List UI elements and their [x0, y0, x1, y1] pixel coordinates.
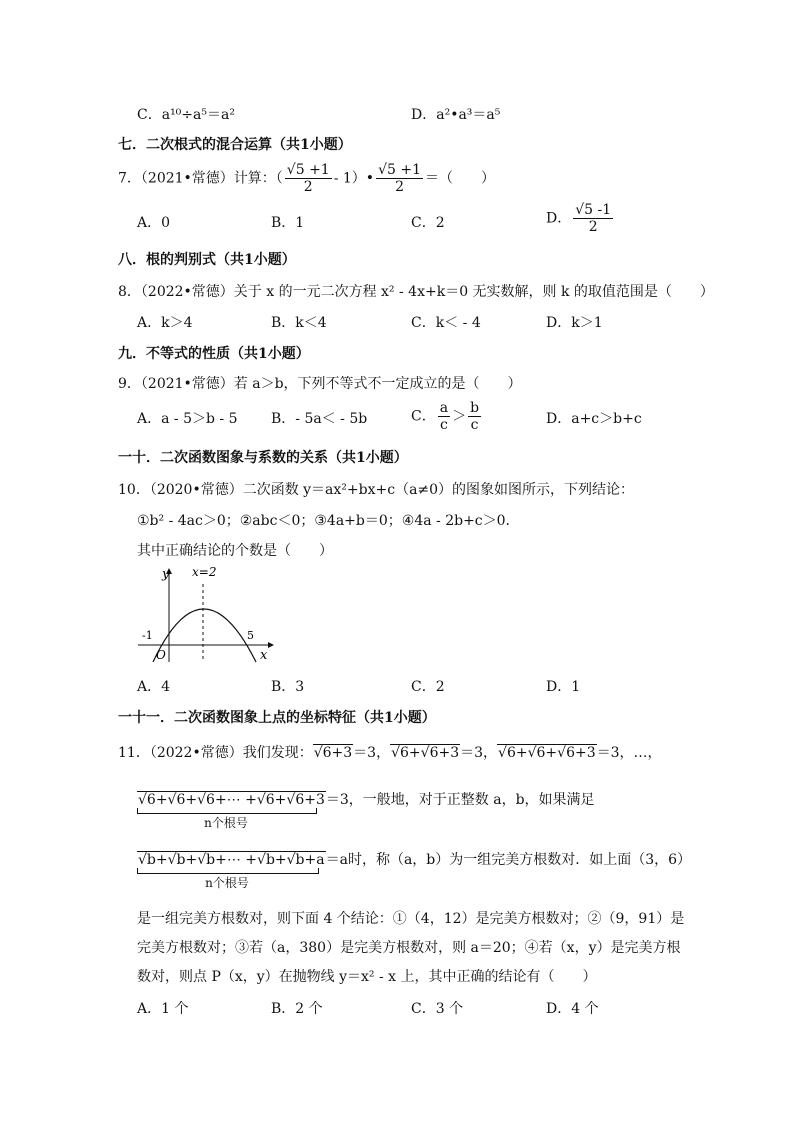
section-title-11: 一十一．二次函数图象上点的坐标特征（共1小题）	[118, 710, 436, 726]
q10-option-d: D．1	[546, 679, 581, 695]
q9-option-a: A．a - 5＞b - 5	[137, 411, 238, 427]
question-10-stem: 10．（2020•常德）二次函数 y＝ax²+bx+c（a≠0）的图象如图所示，下列结论：	[118, 482, 635, 498]
question-11-line6: 数对，则点 P（x，y）在抛物线 y＝x² - x 上，其中正确的结论有（ ）	[137, 969, 597, 985]
q11-line3-tail: ＝a时，称（a，b）为一组完美方根数对．如上面（3，6）	[325, 852, 692, 868]
x-axis-label: x	[260, 648, 268, 663]
q9-option-c	[411, 400, 483, 433]
radical-2: √6+√6+3	[391, 745, 460, 761]
parabola-graph	[134, 562, 284, 666]
q6-option-c	[137, 104, 235, 124]
q10-option-c: C．2	[411, 679, 445, 695]
radical-3: √6+√6+√6+3	[498, 745, 596, 761]
question-11-line1	[118, 742, 662, 762]
question-8-stem: 8．（2022•常德）关于 x 的一元二次方程 x² - 4x+k＝0 无实数解，则 k 的取值范围是（ ）	[118, 284, 714, 300]
question-7-stem	[118, 162, 495, 195]
q8-option-b: B．k＜4	[271, 315, 327, 331]
option-expression: a²•a³＝a⁵	[436, 107, 501, 123]
q7-prefix: 7．（2021•常德）计算：（	[118, 170, 283, 187]
option-label: D．	[411, 107, 437, 123]
q11-option-c: C．3 个	[411, 1001, 464, 1017]
option-label: C．	[137, 107, 162, 123]
nested-radical-b: √b+√b+√b+⋯ +√b+√b+a	[138, 852, 325, 868]
question-11-line3	[137, 849, 691, 869]
q10-option-a: A．4	[137, 679, 171, 695]
question-11-line5: 完美方根数对；③若（a，380）是完美方根数对，则 a＝20；④若（x，y）是完美方根	[137, 940, 681, 956]
section-title-9: 九．不等式的性质（共1小题）	[118, 346, 310, 362]
question-10-ask: 其中正确结论的个数是（ ）	[137, 543, 333, 559]
q8-option-d: D．k＞1	[546, 315, 603, 331]
q11-prefix: 11．（2022•常德）我们发现：	[118, 745, 313, 761]
section-title-10: 一十．二次函数图象与系数的关系（共1小题）	[118, 450, 408, 466]
underbrace-label-1: n个根号	[204, 816, 248, 830]
q6-option-d	[411, 104, 500, 124]
question-11-line4: 是一组完美方根数对，则下面 4 个结论：①（4，12）是完美方根数对；②（9，91）是	[137, 911, 685, 927]
fraction-b-over-c: $\frac{b}{c}$	[470, 400, 480, 433]
fraction-sqrt5-plus1-over-2-second: $\frac{√5 +1}{2}$	[378, 162, 421, 195]
underbrace-label-2: n个根号	[205, 876, 249, 890]
option-label: D．	[546, 210, 572, 227]
fraction-a-over-c: $\frac{a}{c}$	[439, 400, 449, 433]
fraction-sqrt5-plus1-over-2: $\frac{√5 +1}{2}$	[286, 162, 330, 195]
q9-option-d: D．a+c＞b+c	[546, 411, 642, 427]
q11-option-d: D．4 个	[546, 1001, 599, 1017]
origin-label: O	[156, 648, 166, 662]
q10-option-b: B．3	[271, 679, 305, 695]
question-11-line2	[137, 789, 595, 809]
section-title-8: 八．根的判别式（共1小题）	[118, 252, 296, 268]
parabola-curve	[153, 609, 256, 662]
root-neg1-label: -1	[142, 629, 153, 642]
radical-3-eq: ＝3，…，	[596, 745, 662, 761]
question-9-stem: 9．（2021•常德）若 a＞b，下列不等式不一定成立的是（ ）	[118, 376, 522, 392]
radical-1: √6+3	[313, 745, 353, 761]
q8-option-c: C．k＜ - 4	[411, 315, 481, 331]
radical-2-eq: ＝3，	[460, 745, 498, 761]
root-5-label: 5	[247, 629, 254, 642]
option-label: C．	[411, 408, 436, 425]
fraction-sqrt5-minus1-over-2: $\frac{√5 -1}{2}$	[575, 202, 612, 235]
symmetry-label: x=2	[192, 565, 217, 579]
x-axis-arrow	[268, 642, 274, 648]
radical-1-eq: ＝3，	[353, 745, 391, 761]
q11-option-a: A．1 个	[137, 1001, 189, 1017]
question-10-conclusions: ①b² - 4ac＞0；②abc＜0；③4a+b＝0；④4a - 2b+c＞0．	[137, 513, 520, 529]
q8-option-a: A．k＞4	[137, 315, 193, 331]
greater-than: ＞	[452, 408, 467, 425]
q11-option-b: B．2 个	[271, 1001, 323, 1017]
nested-radical-6: √6+√6+√6+⋯ +√6+√6+3	[138, 792, 325, 808]
q7-tail: ＝（ ）	[425, 170, 495, 187]
section-title-7: 七．二次根式的混合运算（共1小题）	[118, 137, 352, 153]
y-axis-label: y	[162, 567, 170, 582]
option-expression: a¹⁰÷a⁵＝a²	[161, 107, 235, 123]
q7-option-d	[546, 202, 615, 235]
q7-option-b: B．1	[271, 215, 305, 231]
q7-mid: - 1）•	[333, 170, 375, 187]
q11-line2-tail: ＝3，一般地，对于正整数 a，b，如果满足	[325, 792, 595, 808]
q7-option-a: A．0	[137, 215, 171, 231]
q9-option-b: B．- 5a＜ - 5b	[271, 411, 368, 427]
q7-option-c: C．2	[411, 215, 445, 231]
